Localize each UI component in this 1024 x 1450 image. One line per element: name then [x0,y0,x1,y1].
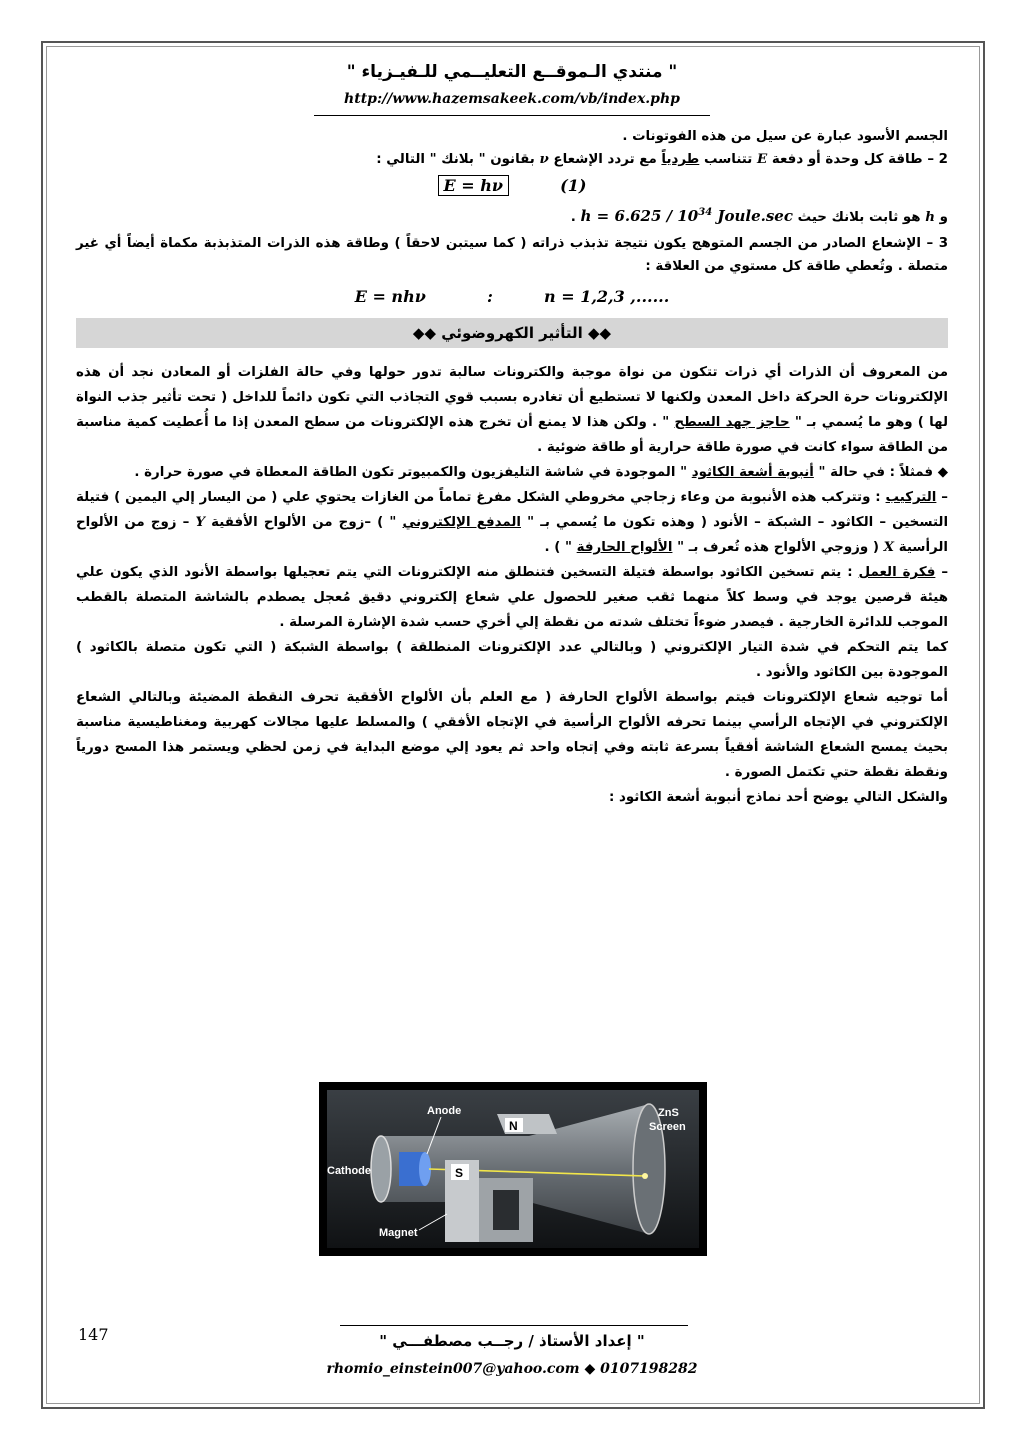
label-cathode: Cathode [327,1165,371,1177]
crt-diagram-image [319,1082,707,1256]
forum-title: " منتدي الـموقــع التعليــمي للـفيـزياء " [346,62,678,82]
para-working: – فكرة العمل : يتم تسخين الكاثود بواسطة فتيلة التسخين فتنطلق منه الإلكترونات التي يتم تعجيلها بواسطة الأنود الذي يكون علي هيئة قرصين يوجد في وسط كلاً منهما ثقب صغير للحصول علي شعاع إلكتروني دقيق مُعجل يصطدم بالشاشة المتصلة بالقطب الموجب للدائرة الخارجية . فيصدر ضوءاً تختلف شدته من نقطة إلي أخري حسب شدة الإشارة المرسلة . [76,565,949,630]
beam-spot [642,1173,648,1179]
para-photoelectric: من المعروف أن الذرات أي ذرات تتكون من نواة موجبة والكترونات سالبة تدور حولها وفي حالة الفلزات أو المعادن نجد أن هذه الإلكترونات حرة الحركة داخل المعدن ولكنها لا تستطيع أن تغادره بسبب قوي التجاذب التي تكون دائماً للداخل ( تحت تأثير جذب النواة لها ) وهو ما يُسمي بـ " حاجز جهد السطح " . ولكن هذا لا يمنع أن تخرج هذه الإلكترونات من سطح المعدن إذا ما أُعطيت كمية مناسبة من الطاقة سواء كانت في صورة طاقة حرارية أو طاقة ضوئية . [76,365,948,455]
item-3: 3 – الإشعاع الصادر من الجسم المتوهج يكون نتيجة تذبذب ذراته ( كما سيتبن لاحقاً ) وطاقة هذه الذرات المتذبذبة مكماة أيضاً أي غير متصلة . وتُعطي طاقة كل مستوي من العلاقة : [76,236,949,274]
label-north: N [509,1119,518,1133]
tube-end [371,1136,391,1202]
footer-rule [340,1325,688,1326]
equation-2-formula: E = nhν [354,287,426,306]
magnet-gap [493,1190,519,1230]
planck-constant-line: و h هو ثابت بلانك حيث $h = 6.625 / 10^{34}$ Joule.sec . [570,207,948,225]
figure-intro: والشكل التالي يوضح أحد نماذج أنبوبة أشعة الكاثود : [609,790,948,805]
para-steering: أما توجيه شعاع الإلكترونات فيتم بواسطة الألواح الحارفة ( مع العلم بأن الألواح الأفقية تحرف النقطة المضيئة وبالتالي الشعاع الإلكتروني في الإتجاه الرأسي بينما تحرفه الألواح الرأسية في الإتجاه الأفقي ) والمسلط عليها مجالات كهربية ومغناطيسية مناسبة بحيث يمسح الشعاع الشاشة أفقياً بسرعة ثابته وفي إتجاه واحد ثم يعود إلي موضع البداية في زمن لحظي ويستمر هذا المسح دورياً ونقطة نقطة حتي تكتمل الصورة . [76,690,948,780]
planck-value: $h = 6.625 / 10^{34}$ Joule.sec [580,207,793,225]
label-magnet: Magnet [379,1227,418,1239]
item-2: 2 – طاقة كل وحدة أو دفعة E تتناسب طردياً مع تردد الإشعاع ν بقانون " بلانك " التالي : [376,151,948,167]
label-anode: Anode [427,1105,462,1117]
para-control: كما يتم التحكم في شدة التيار الإلكتروني ( وبالتالي عدد الإلكترونات المنطلقة ) بواسطة الشبكة ( التي تكون متصلة بالكاثود ) الموجودة بين الكاثود والأنود . [76,640,948,680]
equation-2: E = nhν : n = 1,2,3 ,...... [354,287,670,306]
footer-author: " إعداد الأستاذ / رجــب مصطفـــي " [379,1332,645,1350]
forum-url[interactable]: http://www.hazemsakeek.com/vb/index.php [344,91,680,107]
page-content [76,126,948,810]
page-number: 147 [78,1325,109,1344]
section-title: ◆◆ التأثير الكهروضوئي ◆◆ [76,318,948,348]
bullet-crt: ◆ فمثلاً : في حالة " أنبوبة أشعة الكاثود " الموجودة في شاشة التليفزيون والكمبيوتر تكون الطاقة المعطاة في صورة حرارة . [134,465,948,480]
para-structure: – التركيب : وتتركب هذه الأنبوبة من وعاء زجاجي مخروطي الشكل مفرغ تماماً من الغازات يحتوي علي ( من اليسار إلي اليمين ) فتيلة التسخين – الكاثود – الشبكة – الأنود ( وهذه تكون ما يُسمي بـ " المدفع الإلكتروني " ) –زوج من الألواح الأفقية Y – زوج من الألواح الرأسية X ( وزوجي الألواح هذه تُعرف بـ " الألواح الحارفة " ) . [76,490,949,555]
label-zns: ZnS [658,1107,679,1119]
header-rule [314,115,710,116]
crt-diagram [319,1082,707,1256]
equation-1 [76,175,948,197]
equation-2-range: n = 1,2,3 ,...... [544,287,670,306]
label-south: S [455,1166,464,1180]
line-blackbody: الجسم الأسود عبارة عن سيل من هذه الفوتونات . [622,129,948,144]
equation-1-formula: E = hν [438,175,509,196]
footer-contact[interactable]: rhomio_einstein007@yahoo.com ◆ 0107198282 [326,1361,698,1377]
equation-1-number: (1) [560,176,587,195]
label-screen: Screen [649,1121,686,1133]
